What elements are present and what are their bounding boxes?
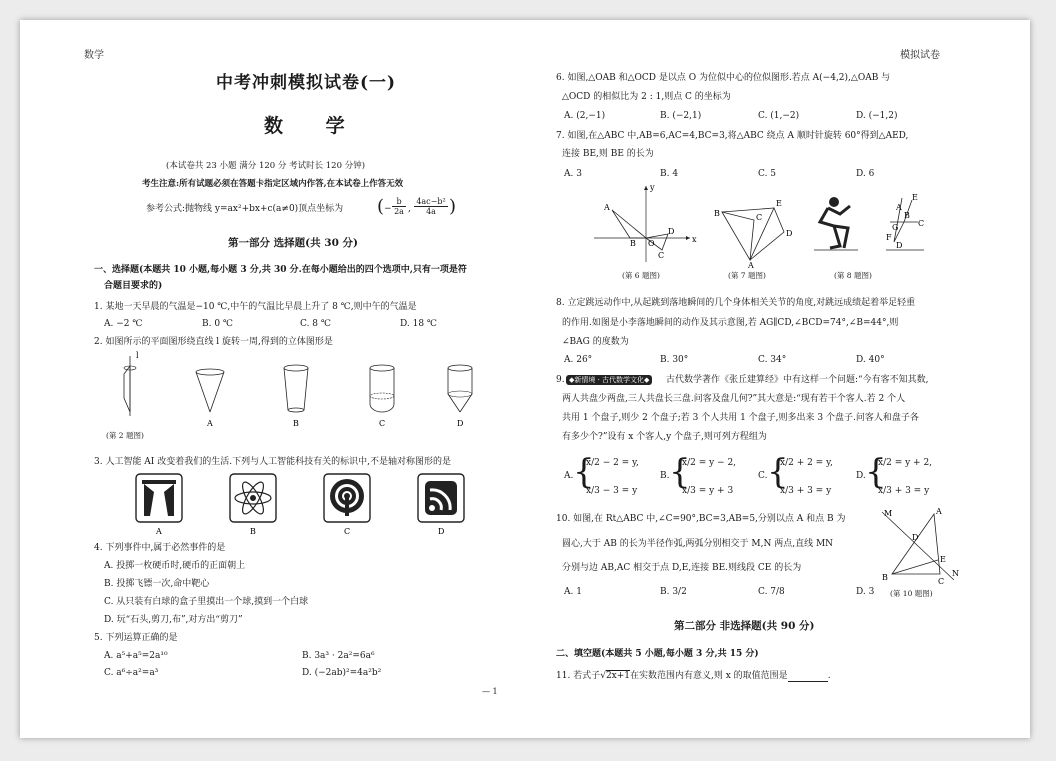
q6-line1: 6. 如图,△OAB 和△OCD 是以点 O 为位似中心的位似图形.若点 A(−4,2),△OAB 与: [556, 73, 891, 83]
q1-stem: 1. 某地一天早晨的气温是−10 ℃,中午的气温比早晨上升了 8 ℃,则中午的气温是: [94, 302, 417, 312]
section1-line2: 合题目要求的): [104, 281, 163, 291]
q11-end: .: [827, 671, 831, 681]
q10-option-d: D. 3: [856, 587, 875, 597]
q1-option-c: C. 8 ℃: [300, 319, 331, 329]
q8-line1: 8. 立定跳远动作中,从起跳到落地瞬间的几个身体相关关节的角度,对跳远成绩起着举足轻重: [556, 298, 916, 308]
q3-label-c: C: [344, 527, 351, 536]
fig8-caption: (第 8 题图): [834, 271, 872, 280]
q9-line1: 古代数学著作《张丘建算经》中有这样一个问题:“今有客不知其数,: [666, 375, 929, 385]
q7-line2: 连接 BE,则 BE 的长为: [562, 149, 654, 159]
q2-label-c: C: [379, 419, 386, 428]
q2-label-a: A: [207, 419, 213, 428]
exam-notice: 考生注意:所有试题必须在答题卡指定区域内作答,在本试卷上作答无效: [142, 179, 404, 189]
svg-text:N: N: [952, 569, 959, 578]
fig8: [800, 192, 930, 268]
q9-option-a-eq1: x/2 − 2 = y,: [586, 458, 639, 468]
formula-minus: −: [384, 204, 392, 214]
q5-option-c: C. a⁶÷a²=a³: [104, 668, 159, 678]
section1-line1: 一、选择题(本题共 10 小题,每小题 3 分,共 30 分.在每小题给出的四个选项中,只有一项是符: [94, 265, 467, 275]
svg-text:A: A: [896, 203, 902, 212]
q8-option-a: A. 26°: [564, 355, 593, 365]
q1-option-b: B. 0 ℃: [202, 319, 233, 329]
q9-option-b-eq2: x/3 = y + 3: [682, 486, 734, 496]
q7-option-b: B. 4: [660, 169, 679, 179]
q2-figure: [100, 351, 464, 432]
header-type: 模拟试卷: [900, 50, 940, 61]
formula-comma: ,: [408, 204, 411, 214]
fig7: [710, 190, 800, 270]
q9-option-c-eq1: x/2 + 2 = y,: [780, 458, 833, 468]
q9-option-d-letter: D.: [856, 471, 866, 481]
q3-label-a: A: [156, 527, 162, 536]
formula-fraction-1: [392, 197, 406, 216]
svg-text:F: F: [886, 233, 892, 242]
q3-stem: 3. 人工智能 AI 改变着我们的生活.下列与人工智能科技有关的标识中,不是轴对称图形的是: [94, 457, 451, 467]
q1-option-d: D. 18 ℃: [400, 319, 437, 329]
svg-text:D: D: [896, 241, 903, 250]
q6-line2: △OCD 的相似比为 2 : 1,则点 C 的坐标为: [562, 92, 731, 102]
q7-option-d: D. 6: [856, 169, 875, 179]
q4-option-a: A. 投掷一枚硬币时,硬币的正面朝上: [104, 561, 246, 571]
q11-suffix: 在实数范围内有意义,则 x 的取值范围是: [630, 671, 788, 681]
svg-text:D: D: [668, 227, 675, 236]
svg-text:E: E: [912, 193, 918, 202]
q2-label-b: B: [293, 419, 299, 428]
q10-line2: 圆心,大于 AB 的长为半径作弧,两弧分别相交于 M,N 两点,直线 MN: [562, 539, 834, 549]
q6-option-a: A. (2,−1): [564, 111, 606, 121]
q9-option-b-eq1: x/2 = y − 2,: [682, 458, 737, 468]
subject-title: 数 学: [264, 115, 363, 137]
svg-text:M: M: [884, 509, 893, 518]
q9-line2: 两人共盘少两盘,三人共盘长三盘.问客及盘几何?”其大意是:“现有若干个客人.若 2 个人: [562, 394, 906, 404]
svg-text:E: E: [776, 199, 782, 208]
q5-option-d: D. (−2ab)²=4a²b²: [302, 668, 382, 678]
q3-label-d: D: [438, 527, 445, 536]
svg-text:C: C: [918, 219, 925, 228]
q11-prefix: 11. 若式子: [556, 671, 601, 681]
q9-option-b-letter: B.: [660, 471, 670, 481]
q8-line2: 的作用.如图是小李落地瞬间的动作及其示意图,若 AG∥CD,∠BCD=74°,∠B=44°,则: [562, 318, 899, 328]
svg-text:A: A: [604, 203, 610, 212]
exam-info: (本试卷共 23 小题 满分 120 分 考试时长 120 分钟): [166, 161, 366, 171]
fig10: [878, 508, 968, 588]
q6-option-c: C. (1,−2): [758, 111, 800, 121]
q7-option-c: C. 5: [758, 169, 777, 179]
q3-logos: [130, 472, 460, 538]
formula-fraction-2: [414, 197, 448, 216]
q2-caption: (第 2 题图): [106, 431, 144, 440]
q8-option-b: B. 30°: [660, 355, 689, 365]
q8-option-d: D. 40°: [856, 355, 885, 365]
q9-number: 9.: [556, 375, 565, 385]
fig6-caption: (第 6 题图): [622, 271, 660, 280]
q9-option-d-eq2: x/3 + 3 = y: [878, 486, 930, 496]
svg-text:D: D: [786, 229, 793, 238]
exam-title: 中考冲刺模拟试卷(一): [216, 73, 397, 93]
q7-line1: 7. 如图,在△ABC 中,AB=6,AC=4,BC=3,将△ABC 绕点 A 顺时针旋转 60°得到△AED,: [556, 131, 909, 141]
q8-line3: ∠BAG 的度数为: [562, 337, 629, 347]
frac2-den: 4a: [426, 207, 436, 216]
q9-option-d-eq1: x/2 = y + 2,: [878, 458, 933, 468]
q9-option-a-eq2: x/3 − 3 = y: [586, 486, 638, 496]
part1-heading: 第一部分 选择题(共 30 分): [228, 237, 359, 249]
q4-option-d: D. 玩“石头,剪刀,布”,对方出“剪刀”: [104, 615, 243, 625]
svg-text:B: B: [904, 211, 910, 220]
svg-text:C: C: [658, 251, 665, 260]
q5-option-a: A. a⁵+a⁵=2a¹⁰: [104, 651, 168, 661]
svg-text:y: y: [650, 183, 655, 192]
fig6: [590, 182, 700, 266]
q9-context-badge: ◆新情境 · 古代数学文化◆: [566, 375, 652, 385]
q3-label-b: B: [250, 527, 256, 536]
svg-text:B: B: [714, 209, 720, 218]
q2-stem: 2. 如图所示的平面图形绕直线 l 旋转一周,得到的立体图形是: [94, 337, 333, 347]
axis-label: l: [136, 351, 139, 360]
svg-text:A: A: [936, 507, 942, 516]
svg-text:E: E: [940, 555, 946, 564]
svg-text:x: x: [692, 235, 697, 244]
fig7-caption: (第 7 题图): [728, 271, 766, 280]
formula-paren-close: ): [449, 196, 457, 217]
q10-option-b: B. 3/2: [660, 587, 687, 597]
frac1-den: 2a: [394, 207, 404, 216]
svg-text:O: O: [648, 239, 655, 248]
q11-radicand: 2x+1: [605, 671, 631, 681]
svg-text:B: B: [630, 239, 636, 248]
svg-text:D: D: [912, 533, 919, 542]
q9-line4: 有多少个?”设有 x 个客人,y 个盘子,则可列方程组为: [562, 432, 767, 442]
q8-option-c: C. 34°: [758, 355, 787, 365]
section2-heading: 二、填空题(本题共 5 小题,每小题 3 分,共 15 分): [556, 649, 759, 659]
svg-text:C: C: [756, 213, 763, 222]
q5-stem: 5. 下列运算正确的是: [94, 633, 178, 643]
q11-answer-blank: [788, 672, 828, 682]
jumper-icon: [829, 197, 839, 207]
q4-option-b: B. 投掷飞镖一次,命中靶心: [104, 579, 210, 589]
q9-line3: 共用 1 个盘子,则少 2 个盘子;若 3 个人共用 1 个盘子,则多出来 3 个盘子.问客人和盘子各: [562, 413, 919, 423]
q2-label-d: D: [457, 419, 464, 428]
formula-paren: (: [377, 196, 385, 217]
q1-option-a: A. −2 ℃: [104, 319, 143, 329]
header-subject: 数学: [84, 50, 104, 61]
frac2-num: 4ac−b²: [414, 197, 448, 207]
exam-sheet: 数学 模拟试卷 中考冲刺模拟试卷(一) 数 学 (本试卷共 23 小题 满分 120 分 考试时长 120 分钟) 考生注意:所有试题必须在答题卡指定区域内作答,在本试卷上作答无效 参考公式:抛物线 y=ax²+bx+c(a≠0)顶点坐标为 ( − $\frac{b}{2a}$ , $\frac{\text{4ac−b²}}{4a}$ ) 第一部分 选择题(共 30 分) 一、选择题(本题共 10 小题,每小题 3 分,共 30 分.在每小题给出的四个选项中,只有一项是符 合题目要求的) 1. 某地一天早晨的气温是−10 ℃,中午的气温比早晨上升了 8 ℃,则中午的气温是 A. −2 ℃ B. 0 ℃ C. 8 ℃ D. 18 ℃ 2. 如图所示的平面图形绕直线 l 旋转一周,得到的立体图形是 l A B C D (第 2 题图) 3. 人工智能 AI 改变着我们的生活.下列与人工智能科技有关的标识中,不是轴对称图形的是 A B C D 4. 下列事件中,属于必然事件的是 A. 投掷一枚硬币时,硬币的正面朝上 B. 投掷飞镖一次,命中靶心 C. 从只装有白球的盒子里摸出一个球,摸到一个白球 D. 玩“石头,剪刀,布”,对方出“剪刀” 5. 下列运算正确的是 A. a⁵+a⁵=2a¹⁰ B. 3a³ · 2a²=6a⁶ C. a⁶÷a²=a³ D. (−2ab)²=4a²b² 6. 如图,△OAB 和△OCD 是以点 O 为位似中心的位似图形.若点 A(−4,2),△OAB 与 △OCD 的相似比为 2 : 1,则点 C 的坐标为 A. (2,−1) B. (−2,1) C. (1,−2) D. (−1,2) 7. 如图,在△ABC 中,AB=6,AC=4,BC=3,将△ABC 绕点 A 顺时针旋转 60°得到△AED, 连接 BE,则 BE 的长为 A. 3 B. 4 C. 5 D. 6 A B O C D x y (第 6 题图) B C E D A (第 7 题图) E A G C F B D (第 8 题图) 8. 立定跳远动作中,从起跳到落地瞬间的几个身体相关关节的角度,对跳远成绩起着举足轻重 的作用.如图是小李落地瞬间的动作及其示意图,若 AG∥CD,∠BCD=74°,∠B=44°,则 ∠BAG 的度数为 A. 26° B. 30° C. 34° D. 40° 9. ◆新情境 · 古代数学文化◆ 古代数学著作《张丘建算经》中有这样一个问题:“今有客不知其数, 两人共盘少两盘,三人共盘长三盘.问客及盘几何?”其大意是:“现有若干个客人.若 2 个人 共用 1 个盘子,则少 2 个盘子;若 3 个人共用 1 个盘子,则多出来 3 个盘子.问客人和盘子各 有多少个?”设有 x 个客人,y 个盘子,则可列方程组为 A. { x/2 − 2 = y, x/3 − 3 = y B. { x/2 = y − 2, x/3 = y + 3 C. { x/2 + 2 = y, x/3 + 3 = y D. { x/2 = y + 2, x/3 + 3 = y 10. 如图,在 Rt△ABC 中,∠C=90°,BC=3,AB=5,分别以点 A 和点 B 为 圆心,大于 AB 的长为半径作弧,两弧分别相交于 M,N 两点,直线 MN 分别与边 AB,AC 相交于点 D,E,连接 BE.则线段 CE 的长为 A. 1 B. 3/2 C. 7/8 D. 3 A B C D E M N (第 10 题图) 第二部分 非选择题(共 90 分) 二、填空题(本题共 5 小题,每小题 3 分,共 15 分) 11. 若式子√2x+1在实数范围内有意义,则 x 的取值范围是 . — 1: [20, 20, 1030, 738]
q9-option-a-letter: A.: [564, 471, 574, 481]
q10-line3: 分别与边 AB,AC 相交于点 D,E,连接 BE.则线段 CE 的长为: [562, 563, 802, 573]
page-number: — 1: [482, 687, 498, 696]
reference-formula: [146, 203, 343, 215]
formula-prefix: 参考公式:抛物线 y=ax²+bx+c(a≠0)顶点坐标为: [146, 204, 344, 214]
q11: 11. 若式子√2x+1在实数范围内有意义,则 x 的取值范围是 .: [556, 671, 831, 681]
part2-heading: 第二部分 非选择题(共 90 分): [674, 620, 815, 632]
plane-shape: [124, 366, 130, 412]
q4-stem: 4. 下列事件中,属于必然事件的是: [94, 543, 226, 553]
q4-option-c: C. 从只装有白球的盒子里摸出一个球,摸到一个白球: [104, 597, 309, 607]
q10-caption: (第 10 题图): [890, 589, 933, 598]
q10-option-c: C. 7/8: [758, 587, 785, 597]
svg-text:G: G: [892, 223, 899, 232]
q7-option-a: A. 3: [564, 169, 582, 179]
svg-text:B: B: [882, 573, 888, 582]
q10-line1: 10. 如图,在 Rt△ABC 中,∠C=90°,BC=3,AB=5,分别以点 A 和点 B 为: [556, 514, 846, 524]
q5-option-b: B. 3a³ · 2a²=6a⁶: [302, 651, 375, 661]
q10-option-a: A. 1: [564, 587, 582, 597]
frac1-num: b: [392, 197, 406, 207]
svg-text:A: A: [748, 261, 754, 270]
q9-option-c-eq2: x/3 + 3 = y: [780, 486, 832, 496]
q6-option-d: D. (−1,2): [856, 111, 898, 121]
svg-text:C: C: [938, 577, 945, 586]
q6-option-b: B. (−2,1): [660, 111, 702, 121]
q9-option-c-letter: C.: [758, 471, 768, 481]
